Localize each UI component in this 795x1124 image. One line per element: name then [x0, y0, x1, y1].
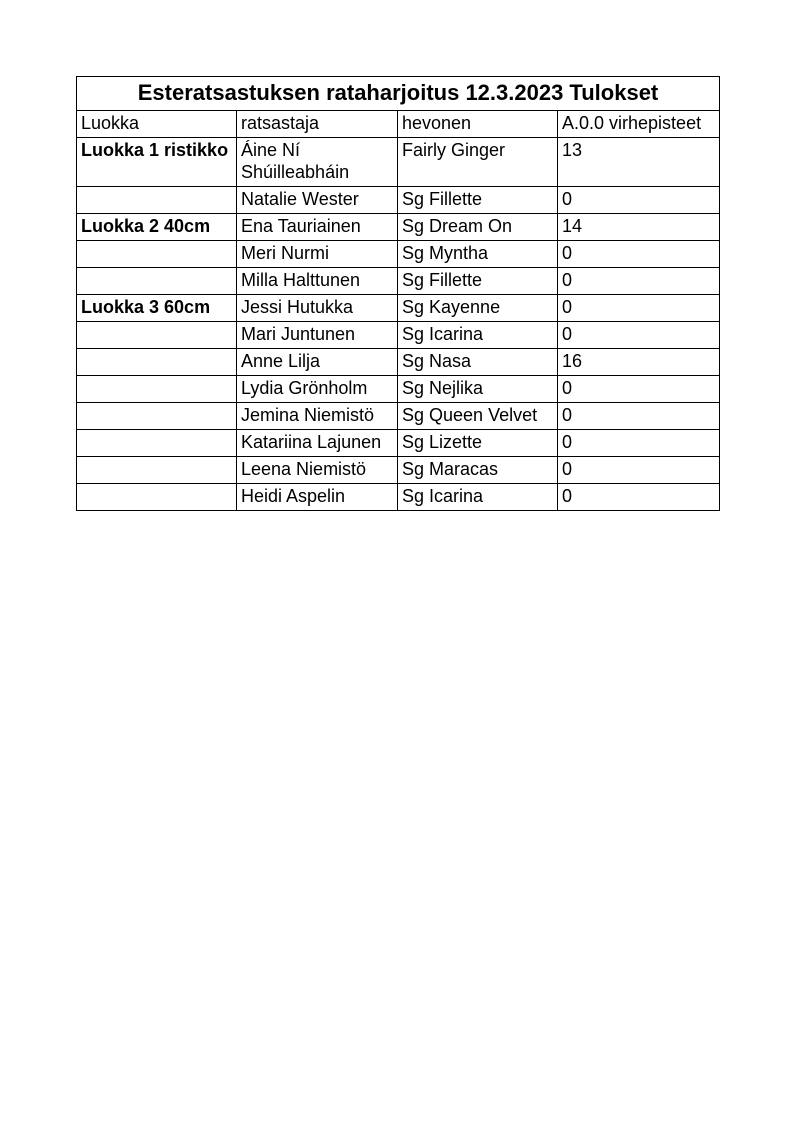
- table-row: [77, 187, 720, 214]
- header-faults: A.0.0 virhepisteet: [558, 111, 720, 138]
- table-row: [77, 457, 720, 484]
- header-rider: ratsastaja: [237, 111, 398, 138]
- rider-cell: Meri Nurmi: [237, 241, 398, 268]
- table-row: [77, 430, 720, 457]
- horse-cell: Sg Maracas: [398, 457, 558, 484]
- class-cell: [77, 268, 237, 295]
- horse-cell: Fairly Ginger: [398, 138, 558, 187]
- horse-cell: Sg Kayenne: [398, 295, 558, 322]
- faults-cell: 0: [558, 187, 720, 214]
- table-row: [77, 268, 720, 295]
- faults-cell: 0: [558, 403, 720, 430]
- table-row: [77, 138, 720, 187]
- header-horse: hevonen: [398, 111, 558, 138]
- horse-cell: Sg Icarina: [398, 484, 558, 511]
- horse-cell: Sg Fillette: [398, 187, 558, 214]
- rider-cell: Ena Tauriainen: [237, 214, 398, 241]
- table-row: [77, 403, 720, 430]
- rider-cell: Lydia Grönholm: [237, 376, 398, 403]
- results-table: [76, 76, 720, 511]
- faults-cell: 0: [558, 295, 720, 322]
- horse-cell: Sg Lizette: [398, 430, 558, 457]
- horse-cell: Sg Dream On: [398, 214, 558, 241]
- class-cell: Luokka 3 60cm: [77, 295, 237, 322]
- faults-cell: 0: [558, 268, 720, 295]
- rider-cell: Natalie Wester: [237, 187, 398, 214]
- horse-cell: Sg Nasa: [398, 349, 558, 376]
- table-row: [77, 376, 720, 403]
- faults-cell: 0: [558, 484, 720, 511]
- rider-cell: Áine Ní Shúilleabháin: [237, 138, 398, 187]
- class-cell: [77, 430, 237, 457]
- horse-cell: Sg Nejlika: [398, 376, 558, 403]
- rider-cell: Jemina Niemistö: [237, 403, 398, 430]
- horse-cell: Sg Myntha: [398, 241, 558, 268]
- faults-cell: 0: [558, 322, 720, 349]
- class-cell: [77, 349, 237, 376]
- table-row: [77, 295, 720, 322]
- table-row: [77, 241, 720, 268]
- table-row: [77, 214, 720, 241]
- class-cell: [77, 457, 237, 484]
- page-title: Esteratsastuksen rataharjoitus 12.3.2023 Tulokset: [77, 77, 720, 111]
- faults-cell: 0: [558, 430, 720, 457]
- table-row: [77, 349, 720, 376]
- rider-cell: Heidi Aspelin: [237, 484, 398, 511]
- rider-cell: Milla Halttunen: [237, 268, 398, 295]
- table-row: [77, 484, 720, 511]
- faults-cell: 0: [558, 457, 720, 484]
- class-cell: [77, 484, 237, 511]
- class-cell: [77, 403, 237, 430]
- table-row: [77, 322, 720, 349]
- faults-cell: 16: [558, 349, 720, 376]
- faults-cell: 14: [558, 214, 720, 241]
- rider-cell: Mari Juntunen: [237, 322, 398, 349]
- rider-cell: Anne Lilja: [237, 349, 398, 376]
- class-cell: [77, 241, 237, 268]
- faults-cell: 13: [558, 138, 720, 187]
- header-class: Luokka: [77, 111, 237, 138]
- title-row: [77, 77, 720, 111]
- rider-cell: Katariina Lajunen: [237, 430, 398, 457]
- class-cell: [77, 376, 237, 403]
- rider-cell: Jessi Hutukka: [237, 295, 398, 322]
- faults-cell: 0: [558, 241, 720, 268]
- class-cell: Luokka 2 40cm: [77, 214, 237, 241]
- rider-cell: Leena Niemistö: [237, 457, 398, 484]
- horse-cell: Sg Fillette: [398, 268, 558, 295]
- header-row: [77, 111, 720, 138]
- class-cell: Luokka 1 ristikko: [77, 138, 237, 187]
- class-cell: [77, 187, 237, 214]
- class-cell: [77, 322, 237, 349]
- horse-cell: Sg Icarina: [398, 322, 558, 349]
- horse-cell: Sg Queen Velvet: [398, 403, 558, 430]
- faults-cell: 0: [558, 376, 720, 403]
